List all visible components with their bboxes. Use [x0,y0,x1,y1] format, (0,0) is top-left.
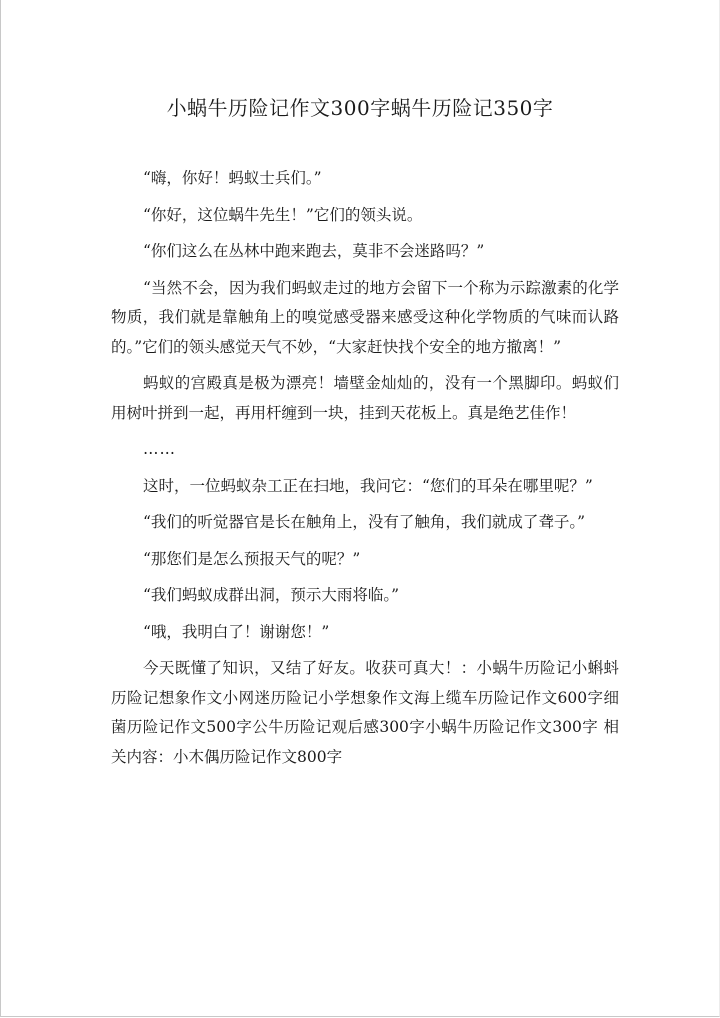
paragraph: “哦，我明白了！谢谢您！” [143,622,330,641]
paragraph: “当然不会，因为我们蚂蚁走过的地方会留下一个称为示踪激素的化学物质，我们就是靠触角上的嗅觉感受器来感受这种化学物质的气味而认路的。”它们的领头感觉天气不妙，“大家赶快找个安全的地方撤离！” [111,278,619,356]
paragraph: “你好，这位蜗牛先生！”它们的领头说。 [143,205,423,224]
paragraph: “那您们是怎么预报天气的呢？” [143,549,361,568]
document-body [111,164,619,779]
document-title: 小蜗牛历险记作文300字蜗牛历险记350字 [166,96,554,120]
paragraph: 蚂蚁的宫殿真是极为漂亮！墙壁金灿灿的，没有一个黑脚印。蚂蚁们用树叶拼到一起，再用杆缠到一块，挂到天花板上。真是绝艺佳作！ [111,374,619,422]
paragraph: “我们的听觉器官是长在触角上，没有了触角，我们就成了聋子。” [143,513,586,531]
paragraph: “我们蚂蚁成群出洞，预示大雨将临。” [143,586,400,604]
paragraph: 今天既懂了知识，又结了好友。收获可真大！：小蜗牛历险记小蝌蚪历险记想象作文小网迷历险记小学想象作文海上缆车历险记作文600字细菌历险记作文500字公牛历险记观后感300字小蜗牛历险记作文300字 相关内容：小木偶历险记作文800字 [111,659,619,766]
paragraph: 这时，一位蚂蚁杂工正在扫地，我问它：“您们的耳朵在哪里呢？” [143,476,593,495]
paragraph: “嗨，你好！蚂蚁士兵们。” [143,169,322,187]
ellipsis-break: …… [143,440,176,458]
paragraph: “你们这么在丛林中跑来跑去，莫非不会迷路吗？” [143,242,485,260]
